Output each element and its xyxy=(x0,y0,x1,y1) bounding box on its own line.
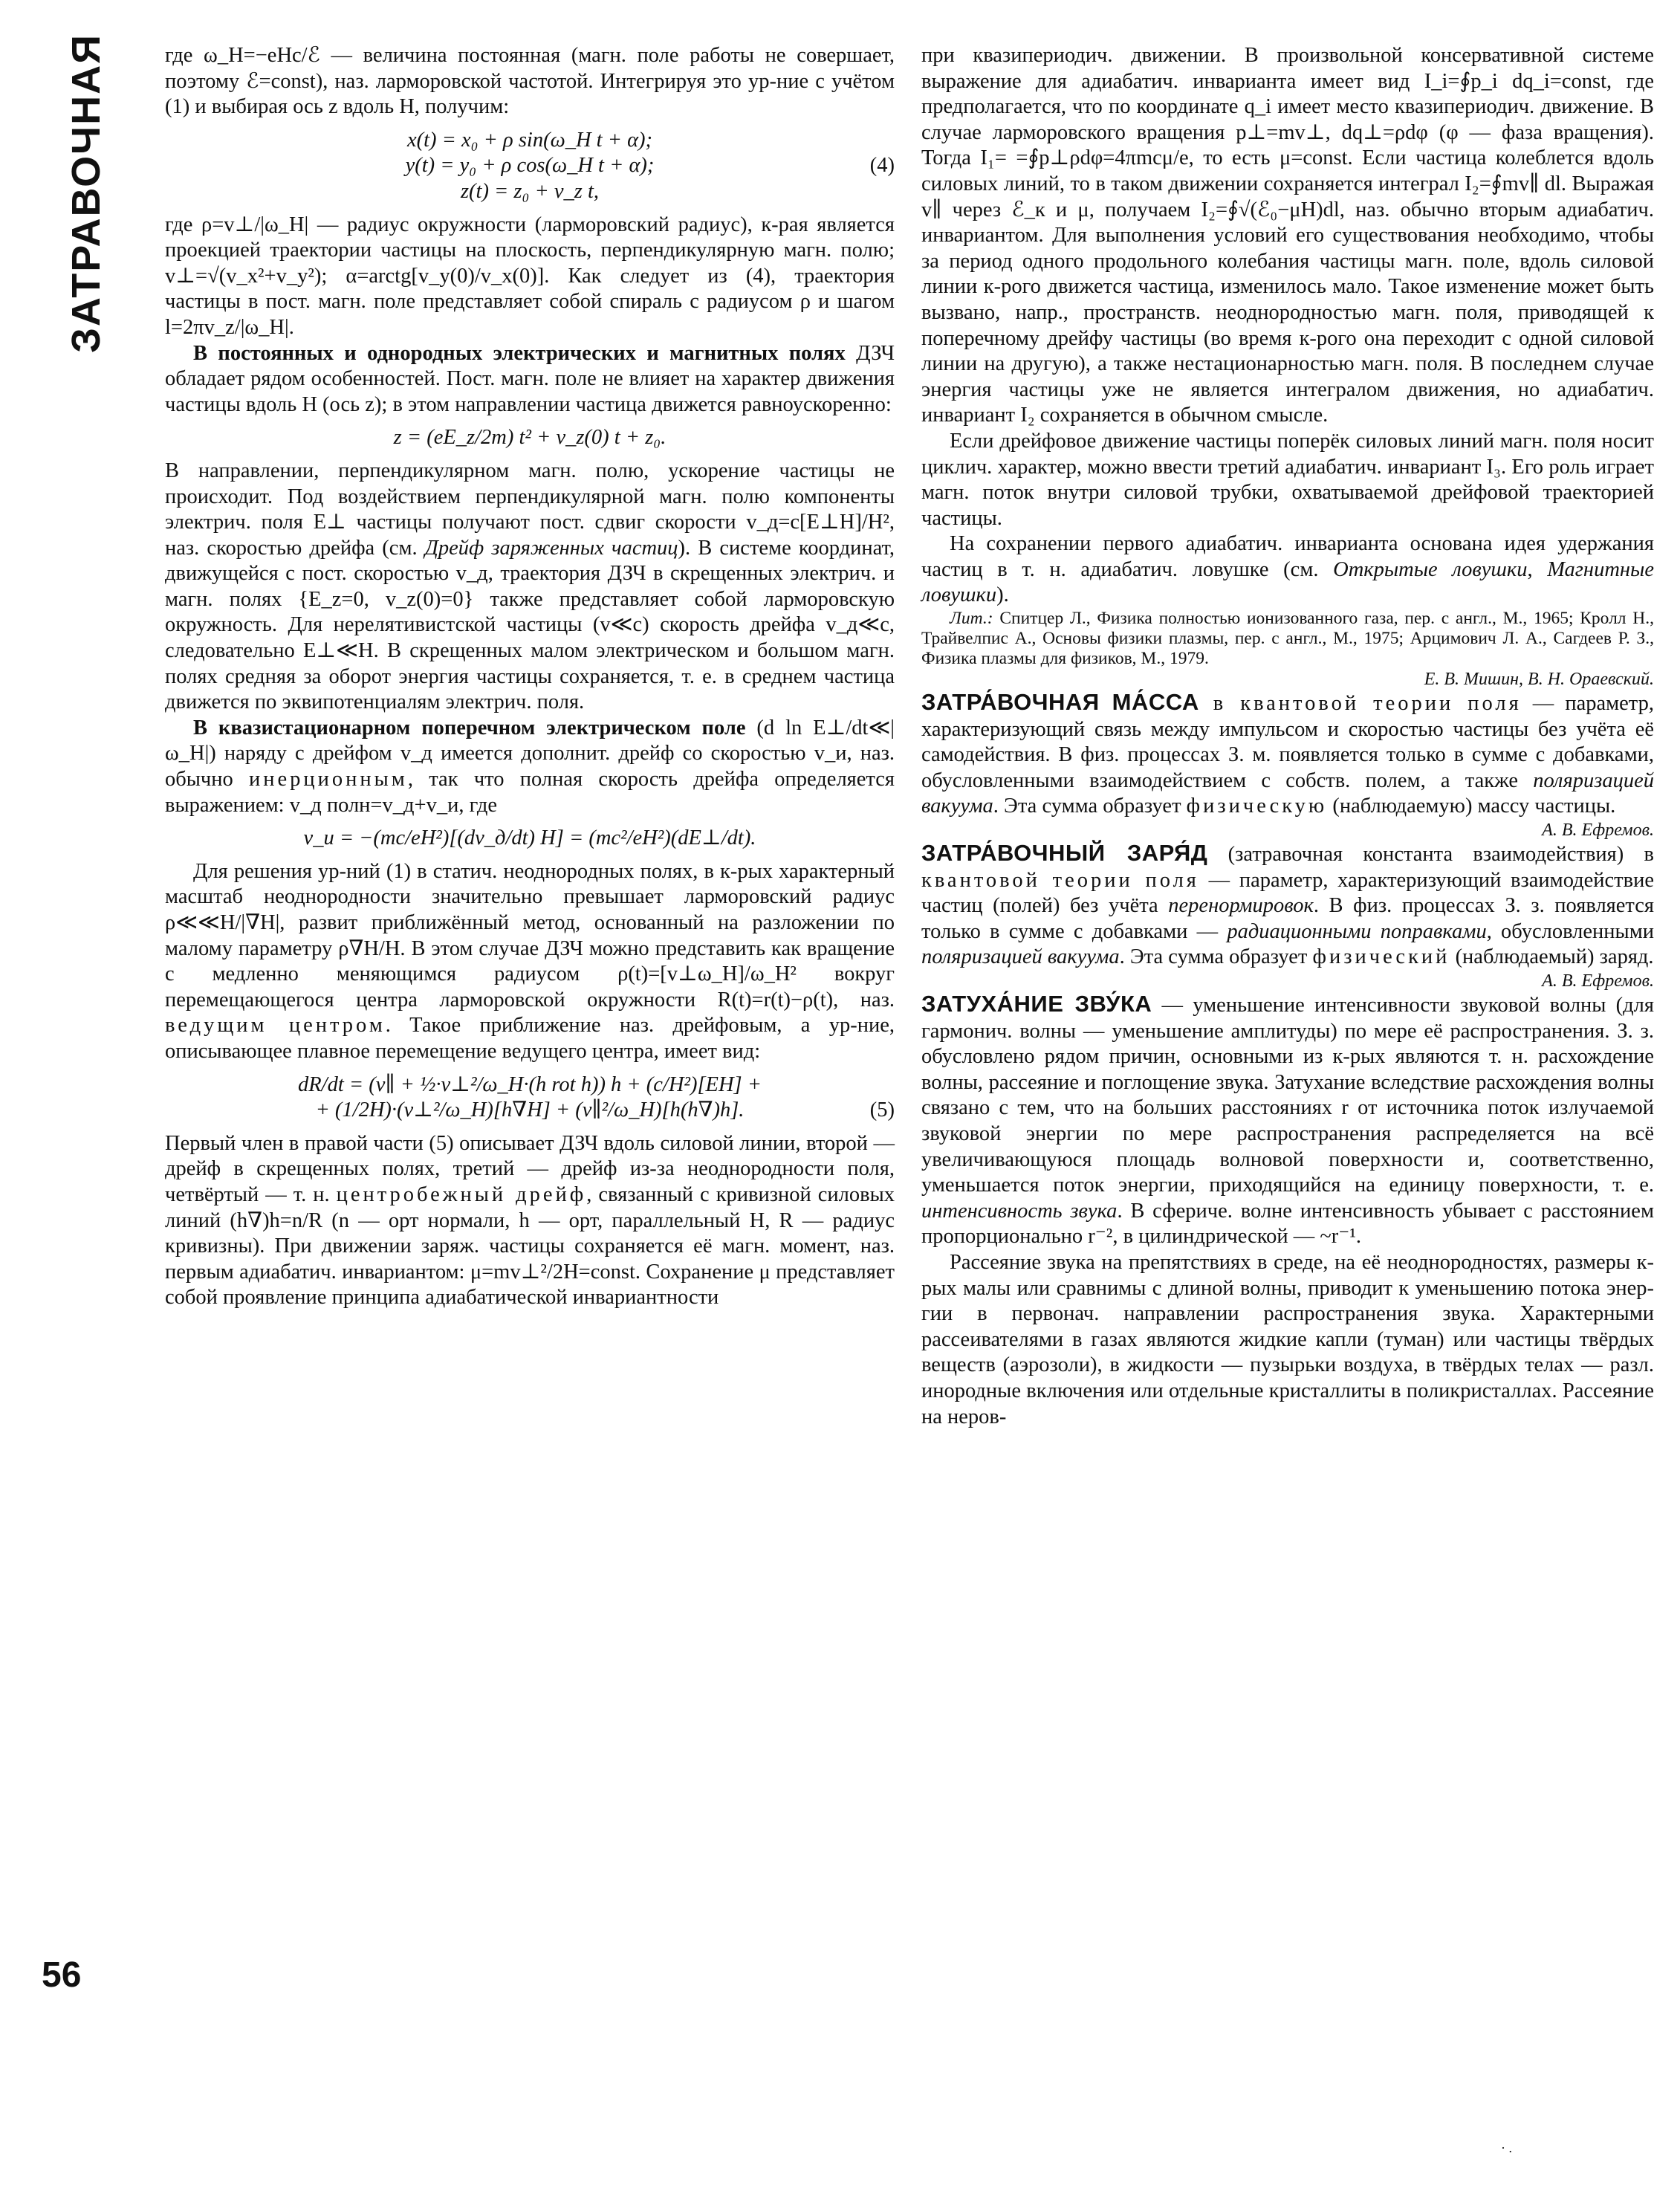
paragraph: Если дрейфовое движение частицы поперёк силовых линий магн. поля носит циклич. характер, можно ввести третий адиабатич. инвариант I₃. Его роль играет магн. поток внутри силовой трубки, охватываемой дрейфовой траекторией частицы. xyxy=(921,429,1654,530)
spaced-term: квантовой теории поля xyxy=(921,868,1199,892)
entry-heading: ЗАТУХА́НИЕ ЗВУ́КА xyxy=(921,991,1152,1017)
page-number: 56 xyxy=(42,1955,82,1995)
equation-text: z(t) = z₀ + v_z t, xyxy=(460,179,600,203)
cross-reference: поляризацией вакуума xyxy=(921,945,1120,969)
paragraph xyxy=(921,531,1654,609)
paragraph-text: ). В системе координат, движущейся с пост. скоростью v_д, траектория ДЗЧ в скрещенных электрич. и магн. полях {E_z=0, v_z(0)=0} также представляет собой ларморовскую окружность. Для нерелятивистской частицы (v≪c) скорость дрейфа v_д≪c, следовательно E⊥≪H. В скрещенных малом электрическом и большом магн. полях средняя за оборот энергия частицы сохраняется, т. е. в среднем частица движется по эквипотенциалям электрич. поля. xyxy=(165,536,895,714)
spaced-term: в квантовой теории поля xyxy=(1199,692,1522,716)
paragraph-text: (затравочная константа взаимодействия) в xyxy=(1207,843,1654,867)
author-signature: Е. В. Мишин, В. Н. Ораевский. xyxy=(1424,670,1654,690)
literature-list xyxy=(921,609,1654,669)
left-column xyxy=(165,43,895,1311)
paragraph: при квазипериодич. движении. В произвольной консервативной системе выражение для адиабатич. инварианта имеет вид I_i=∮p_i dq_i=const, где предполагается, что по координате q_i имеет место квазипериодич. движение. В случае ларморовского вращения p⊥=mv⊥, dq⊥=ρdφ (φ — фаза вращения). Тогда I₁= =∮p⊥ρdφ=4πmcμ/e, то есть μ=const. Если частица колеблется вдоль силовых линий, то в таком движении сохраняется интеграл I₂=∮mv∥ dl. Выражая v∥ через ℰ_к и μ, получаем I₂=∮√(ℰ₀−μH)dl, наз. обычно вторым адиабатич. инвариантом. Для выполнения условий его существования необходимо, чтобы за период одного продольного колебания частицы магн. поле, вдоль силовой линии к-рого движется частица, изменилось мало. Такое изменение может быть вызвано, напр., пространств. неоднородностью магн. поля, приводящей к поперечному дрейфу частицы (во время к-рого она переходит с одной силовой линии на другую), а также нестационарностью магн. поля. В последнем случае энергия частицы уже не является интегралом движения, но адиабатич. инвариант I₂ сохраняется в обычном смысле. xyxy=(921,44,1654,427)
equation-number: (4) xyxy=(869,154,895,178)
paragraph-text: Для решения ур-ний (1) в статич. неоднородных полях, в к-рых характерный масштаб неоднородности значительно превышает ларморовский радиус ρ≪≪H/|∇H|, развит приближённый метод, основанный на разложении по малому параметру ρ∇H/H. В этом случае ДЗЧ можно представить как вращение с медленно меняющимся радиусом ρ(t)=[v⊥ω_H]/ω_H² вокруг перемещающегося центра ларморовской окружности R(t)=r(t)−ρ(t), наз. xyxy=(165,859,895,1012)
equation-text: z = (eE_z/2m) t² + v_z(0) t + z₀. xyxy=(393,426,667,450)
cross-reference: интенсивность звука xyxy=(921,1199,1118,1223)
equation-text: dR/dt = (v∥ + ½·v⊥²/ω_H·(h rot h)) h + (c/H²)[EH] + xyxy=(298,1072,762,1096)
paragraph-text: В направлении, перпендикулярном магн. полю, ускорение частицы не происходит. Под воздействием перпендикулярной магн. полю компоненты электрич. поля E⊥ частицы получают пост. сдвиг скорости v_д=c[E⊥H]/H², наз. скоростью дрейфа (см. xyxy=(165,459,895,560)
paragraph xyxy=(165,341,895,418)
paragraph-text: — уменьшение интенсивности звуковой волны (для гармонич. волны — уменьшение амплитуды) по мере её распространения. З. з. обусловлено рядом причин, основными из к-рых являются т. н. расхождение волны, рассеяние и поглощение звука. Затухание вследствие расхождения волны связано с тем, что на больших расстояниях r от источника поток излучаемой звуковой энергии по мере распространения распределяется на всё увеличивающуюся площадь волновой поверхности и, соответственно, уменьшается поток энергии, приходящийся на единицу поверхности, т. е. xyxy=(921,994,1654,1197)
equation-line xyxy=(165,425,895,451)
entry-zatukhanie-zvuka xyxy=(921,991,1654,1250)
paragraph: где ω_H=−eHc/ℰ — величина постоянная (магн. поле работы не совершает, поэтому ℰ=const), наз. ларморовской частотой. Интегрируя это ур-ние с учётом (1) и выбирая ось z вдоль H, получим: xyxy=(165,44,895,119)
literature-label: Лит.: xyxy=(950,609,993,629)
paragraph-text: — параметр, характеризующий связь между импульсом и скоростью частицы без учёта её самодействия. В физ. процессах З. м. появляется только в сумме с добавками, обусловленными взаимодействием с собств. полем, а также xyxy=(921,692,1654,792)
equation-5 xyxy=(165,1072,895,1124)
cross-reference: Магнитные ловушки xyxy=(921,557,1654,607)
equation-line xyxy=(165,1072,895,1098)
paragraph-text: , так что полная скорость дрейфа определяется выражением: v_д полн=v_д+v_и, где xyxy=(165,768,895,817)
paragraph xyxy=(165,459,895,716)
paragraph-text: (наблюдаемую) массу частицы. xyxy=(1327,794,1616,818)
equation-line xyxy=(165,128,895,154)
entry-zatravochny-zaryad xyxy=(921,841,1654,971)
lead-phrase: В квазистационарном поперечном электрическом поле xyxy=(193,716,746,739)
cross-reference: поляризацией вакуума xyxy=(921,768,1654,818)
paragraph-text: ). xyxy=(996,583,1009,607)
equation-text: y(t) = y₀ + ρ cos(ω_H t + α); xyxy=(405,154,655,178)
paragraph-text: , связанный с кривизной силовых линий (h∇)h=n/R (n — орт нормали, h — орт, параллельный H, R — радиус кривизны). При движении заряж. частицы сохраняется её магн. момент, наз. первым адиабатич. инвариантом: μ=mv⊥²/2H=const. Сохранение μ представляет собой проявление принципа адиабатической инвариантности xyxy=(165,1182,895,1310)
equation-line xyxy=(165,1098,895,1124)
equation-text: v_и = −(mc/eH²)[(dv_д/dt) H] = (mc²/eH²)(dE⊥/dt). xyxy=(303,826,756,850)
paragraph-text: Первый член в правой части (5) описывает ДЗЧ вдоль силовой линии, второй — дрейф в скрещенных полях, третий — дрейф из-за неоднородности поля, четвёртый — т. н. xyxy=(165,1131,895,1206)
cross-reference: Открытые ловушки xyxy=(1333,557,1528,581)
paragraph-text: (наблюдаемый) заряд. xyxy=(1450,945,1654,969)
spaced-term: центробежный дрейф xyxy=(336,1182,587,1206)
paragraph-text: На сохранении первого адиабатич. инварианта основана идея удержания частиц в т. н. адиабатич. ловушке (см. xyxy=(921,532,1654,581)
cross-reference: перенормировок xyxy=(1168,894,1314,918)
paragraph-text: . В сфериче. волне интенсивность убывает с расстоянием пропорционально r⁻², в цилиндрической — ~r⁻¹. xyxy=(921,1199,1654,1249)
entry-zatravochnaya-massa xyxy=(921,690,1654,820)
paragraph-text: , xyxy=(1527,557,1548,581)
equation-vi xyxy=(165,826,895,852)
entry-heading: ЗАТРА́ВОЧНЫЙ ЗАРЯ́Д xyxy=(921,840,1208,867)
paragraph-text: . Эта сумма образует xyxy=(993,794,1187,818)
paragraph-text: , обусловленными xyxy=(1486,919,1654,943)
equation-line xyxy=(165,179,895,205)
cross-reference: Дрейф заряженных частиц xyxy=(424,536,678,560)
paragraph-text: — параметр, характеризующий взаимодействие частиц (полей) без учёта xyxy=(921,868,1654,918)
equation-z xyxy=(165,425,895,451)
paragraph xyxy=(165,1131,895,1311)
equation-number: (5) xyxy=(869,1098,895,1122)
literature-text: Спитцер Л., Физика полностью ионизованного газа, пер. с англ., М., 1965; Кролл Н., Трайвелпис А., Основы физики плазмы, пер. с англ., М., 1975; Арцимович Л. А., Сагдеев Р. З., Физика плазмы для физиков, М., 1979. xyxy=(921,609,1654,669)
spaced-term: физический xyxy=(1312,945,1450,969)
spaced-term: физическую xyxy=(1186,794,1328,818)
paragraph: где ρ=v⊥/|ω_H| — радиус окружности (ларморовский радиус), к-рая является проекцией траектории частицы на плоскость, перпендикулярную магн. полю; v⊥=√(v_x²+v_y²); α=arctg[v_y(0)/v_x(0)]. Как следует из (4), траектория частицы в пост. магн. поле представляет собой спираль с радиусом ρ и шагом l=2πv_z/|ω_H|. xyxy=(165,213,895,339)
equation-line xyxy=(165,826,895,852)
right-column xyxy=(921,43,1654,1430)
paragraph-text: . Эта сумма образует xyxy=(1119,945,1313,969)
equation-4 xyxy=(165,128,895,205)
paragraph-text: (d ln E⊥/dt≪|ω_H|) наряду с дрейфом v_д имеется дополнит. дрейф со скоростью v_и, наз. обычно xyxy=(165,716,895,792)
paragraph xyxy=(165,716,895,818)
section-title xyxy=(42,30,131,357)
author-signature: А. В. Ефремов. xyxy=(1542,971,1654,991)
equation-text: x(t) = x₀ + ρ sin(ω_H t + α); xyxy=(406,128,653,152)
entry-heading: ЗАТРА́ВОЧНАЯ МА́ССА xyxy=(921,689,1199,716)
paragraph-text: . Такое приближение наз. дрейфовым, а ур-ние, описывающее плавное перемещение ведущего центра, имеет вид: xyxy=(165,1014,895,1063)
equation-text: + (1/2H)·(v⊥²/ω_H)[h∇H] + (v∥²/ω_H)[h(h∇)h]. xyxy=(315,1098,745,1122)
paragraph: Рассеяние звука на препятствиях в среде, на её неоднородностях, размеры к-рых малы или сравнимы с длиной волны, приводит к уменьшению потока энергии в первонач. направлении распространения звука. Характерными рассеивателями в газах являются жидкие капли (туман) или частицы твёрдых веществ (аэрозоли), в жидкости — пузырьки воздуха, в твёрдых телах — разл. инородные включения или отдельные кристаллиты в поликристаллах. Рассеяние на неров- xyxy=(921,1250,1654,1428)
author-signature: А. В. Ефремов. xyxy=(1542,821,1654,841)
cross-reference: радиационными поправками xyxy=(1227,919,1487,943)
scan-marks: · . xyxy=(1501,2140,1512,2155)
spaced-term: ведущим центром xyxy=(165,1014,386,1038)
paragraph-text: . В физ. процессах З. з. появляется только в сумме с добавками — xyxy=(921,894,1654,943)
paragraph-text: ДЗЧ обладает рядом особенностей. Пост. магн. поле не влияет на характер движения частицы вдоль H (ось z); в этом направлении частица движется равноускоренно: xyxy=(165,341,895,416)
section-title-text: ЗАТРАВОЧНАЯ xyxy=(64,33,108,353)
spaced-term: инерционным xyxy=(249,768,408,792)
lead-phrase: В постоянных и однородных электрических и магнитных полях xyxy=(193,341,846,365)
paragraph xyxy=(165,859,895,1065)
equation-line xyxy=(165,153,895,179)
